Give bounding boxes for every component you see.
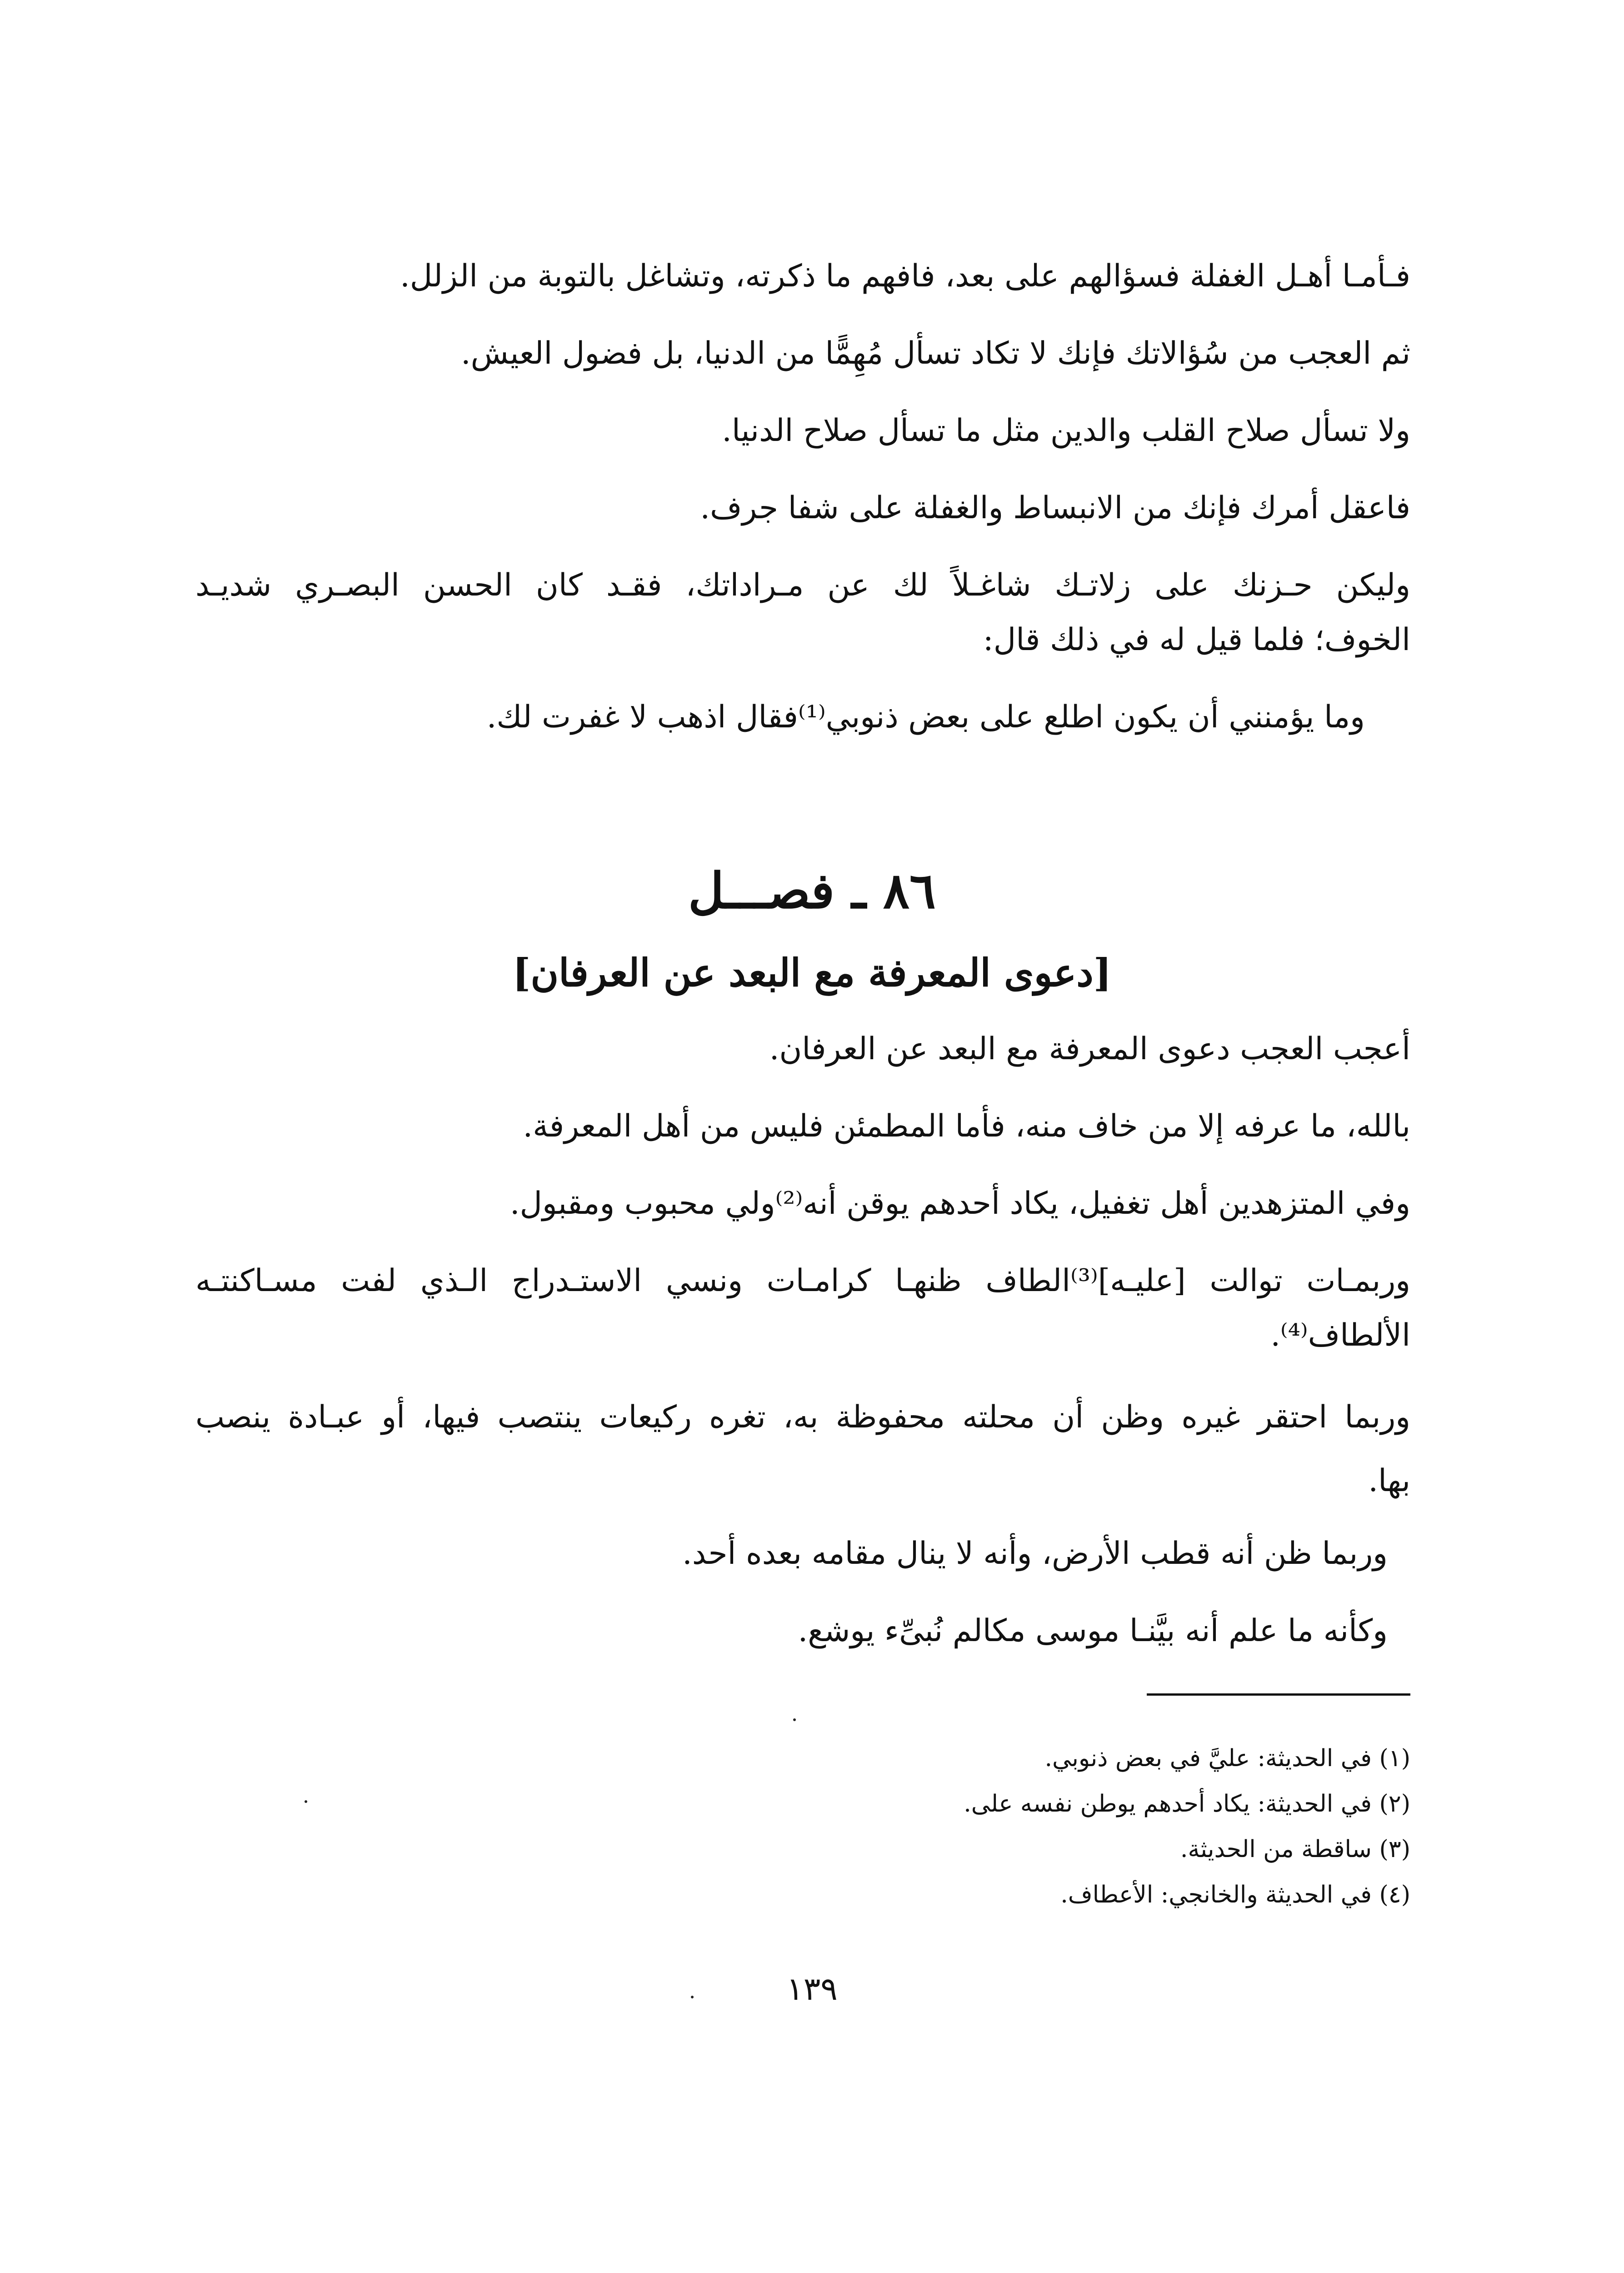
footnote-separator — [1147, 1693, 1410, 1696]
text-line: وفي المتزهدين أهل تغفيل، يكاد أحدهم يوقن أنه⁽²⁾ولي محبوب ومقبول. — [510, 1186, 1410, 1222]
text-line: بها. — [1368, 1463, 1410, 1499]
text-line: وربما احتقر غيره وظن أن محلته محفوظة به، تغره ركيعات ينتصب فيها، أو عبـادة ينصب — [195, 1399, 1410, 1435]
footnote: (٣) ساقطة من الحديثة. — [1180, 1836, 1410, 1863]
text-line: ثم العجب من سُؤالاتك فإنك لا تكاد تسأل مُهِمًّا من الدنيا، بل فضول العيش. — [461, 335, 1410, 371]
text-line: الخوف؛ فلما قيل له في ذلك قال: — [983, 622, 1410, 658]
text-line: فـأمـا أهـل الغفلة فسؤالهم على بعد، فافهم ما ذكرته، وتشاغل بالتوبة من الزلل. — [400, 258, 1410, 294]
scan-speck — [305, 1800, 307, 1803]
footnote: (٤) في الحديثة والخانجي: الأعطاف. — [1060, 1881, 1410, 1908]
text-line: ولا تسأل صلاح القلب والدين مثل ما تسأل صلاح الدنيا. — [722, 413, 1410, 449]
text-line: بالله، ما عرفه إلا من خاف منه، فأما المطمئن فليس من أهل المعرفة. — [523, 1108, 1410, 1144]
text-line: وليكن حـزنك على زلاتـك شاغـلاً لك عن مـراداتك، فقـد كان الحسن البصـري شديـد — [195, 567, 1410, 603]
text-line: وكأنه ما علم أنه بيَّنـا موسى مكالم نُبىِّء يوشع. — [798, 1613, 1388, 1649]
footnote: (٢) في الحديثة: يكاد أحدهم يوطن نفسه على. — [964, 1790, 1410, 1817]
scan-speck — [793, 1718, 796, 1721]
scan-speck — [691, 1996, 694, 1998]
section-subtitle: [دعوى المعرفة مع البعد عن العرفان] — [512, 950, 1112, 995]
text-line: وربما ظن أنه قطب الأرض، وأنه لا ينال مقامه بعده أحد. — [682, 1536, 1388, 1572]
footnote: (١) في الحديثة: عليَّ في بعض ذنوبي. — [1044, 1745, 1410, 1772]
text-line: وربمـات توالت [عليـه]⁽³⁾الطاف ظنهـا كرامـات ونسي الاستـدراج الـذي لفت مسـاكنتـه — [195, 1263, 1410, 1299]
text-line: الألطاف⁽⁴⁾. — [1270, 1317, 1410, 1353]
page-number: ١٣٩ — [786, 1970, 838, 2008]
text-line: أعجب العجب دعوى المعرفة مع البعد عن العرفان. — [769, 1031, 1410, 1067]
text-line: وما يؤمنني أن يكون اطلع على بعض ذنوبي⁽¹⁾فقال اذهب لا غفرت لك. — [486, 699, 1365, 735]
text-line: فاعقل أمرك فإنك من الانبساط والغفلة على شفا جرف. — [700, 490, 1410, 526]
section-number-title: ٨٦ ـ فصـــل — [688, 862, 936, 920]
